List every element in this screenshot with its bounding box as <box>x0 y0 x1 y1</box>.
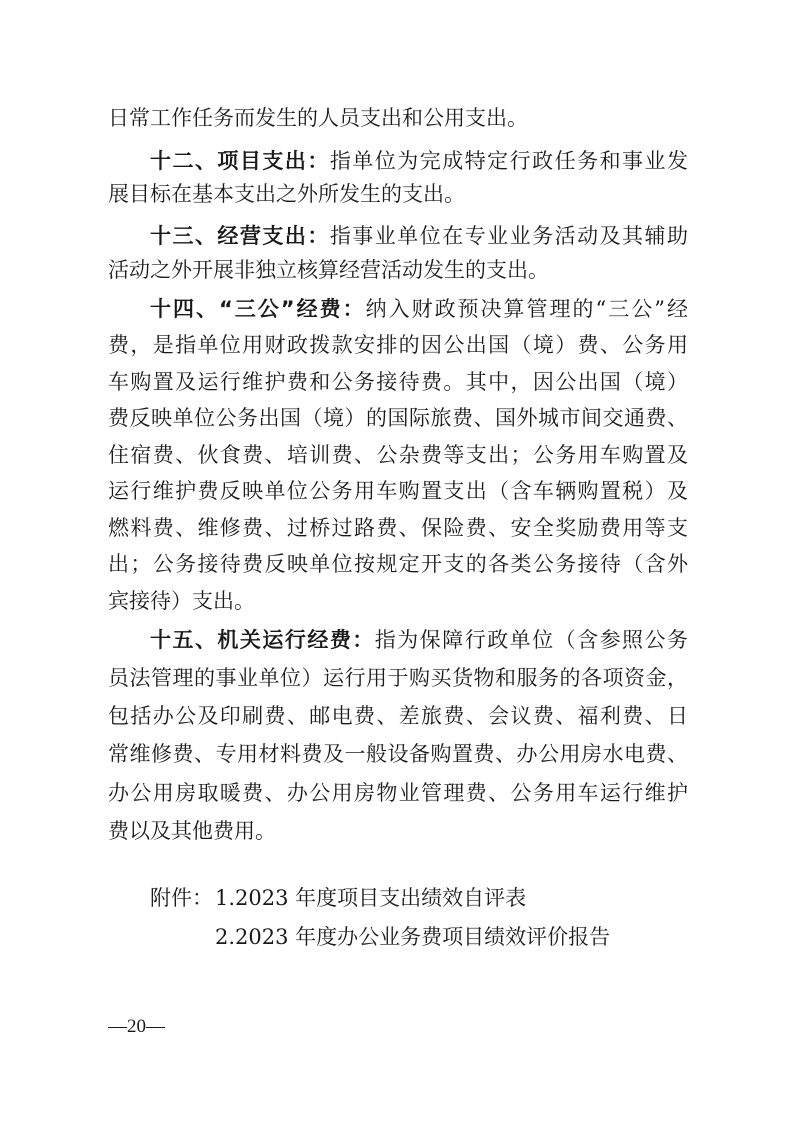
paragraph-line: 住宿费、伙食费、培训费、公杂费等支出；公务用车购置及 <box>108 443 688 467</box>
attachment-item: 2.2023 年度办公业务费项目绩效评价报告 <box>215 925 611 949</box>
page-number: —20— <box>108 1016 165 1037</box>
item-heading: 十五、机关运行经费： <box>150 628 375 652</box>
paragraph-line: 活动之外开展非独立核算经营活动发生的支出。 <box>108 258 549 282</box>
attachment-label: 附件： <box>150 886 213 910</box>
paragraph-line: 包括办公及印刷费、邮电费、差旅费、会议费、福利费、日 <box>108 704 688 728</box>
item-heading: 十四、“三公”经费： <box>150 297 366 321</box>
paragraph-line: 燃料费、维修费、过桥过路费、保险费、安全奖励费用等支 <box>108 516 688 540</box>
paragraph-line: 员法管理的事业单位）运行用于购买货物和服务的各项资金， <box>108 666 688 690</box>
paragraph-line: 运行维护费反映单位公务用车购置支出（含车辆购置税）及 <box>108 479 688 503</box>
item-heading-line <box>150 289 688 329</box>
item-text: 纳入财政预决算管理的“三公”经 <box>365 297 688 321</box>
paragraph-line: 宾接待）支出。 <box>108 589 255 613</box>
item-text: 指事业单位在专业业务活动及其辅助 <box>329 224 689 248</box>
paragraph-line: 常维修费、专用材料费及一般设备购置费、办公用房水电费、 <box>108 742 688 766</box>
item-text: 指单位为完成特定行政任务和事业发 <box>329 149 689 173</box>
paragraph-line: 出；公务接待费反映单位按规定开支的各类公务接待（含外 <box>108 552 688 576</box>
paragraph-line: 展目标在基本支出之外所发生的支出。 <box>108 182 465 206</box>
item-heading-line <box>150 620 688 660</box>
paragraph-line: 费反映单位公务出国（境）的国际旅费、国外城市间交通费、 <box>108 406 688 430</box>
paragraph-line: 日常工作任务而发生的人员支出和公用支出。 <box>108 106 528 130</box>
paragraph-line: 费以及其他费用。 <box>108 819 276 843</box>
attachment-item: 1.2023 年度项目支出绩效自评表 <box>215 886 527 910</box>
item-heading: 十三、经营支出： <box>150 224 330 248</box>
item-heading: 十二、项目支出： <box>150 149 330 173</box>
paragraph-line: 费，是指单位用财政拨款安排的因公出国（境）费、公务用 <box>108 333 688 357</box>
item-text: 指为保障行政单位（含参照公务 <box>374 628 689 652</box>
paragraph-line: 车购置及运行维护费和公务接待费。其中，因公出国（境） <box>108 370 688 394</box>
paragraph-line: 办公用房取暖费、办公用房物业管理费、公务用车运行维护 <box>108 781 688 805</box>
